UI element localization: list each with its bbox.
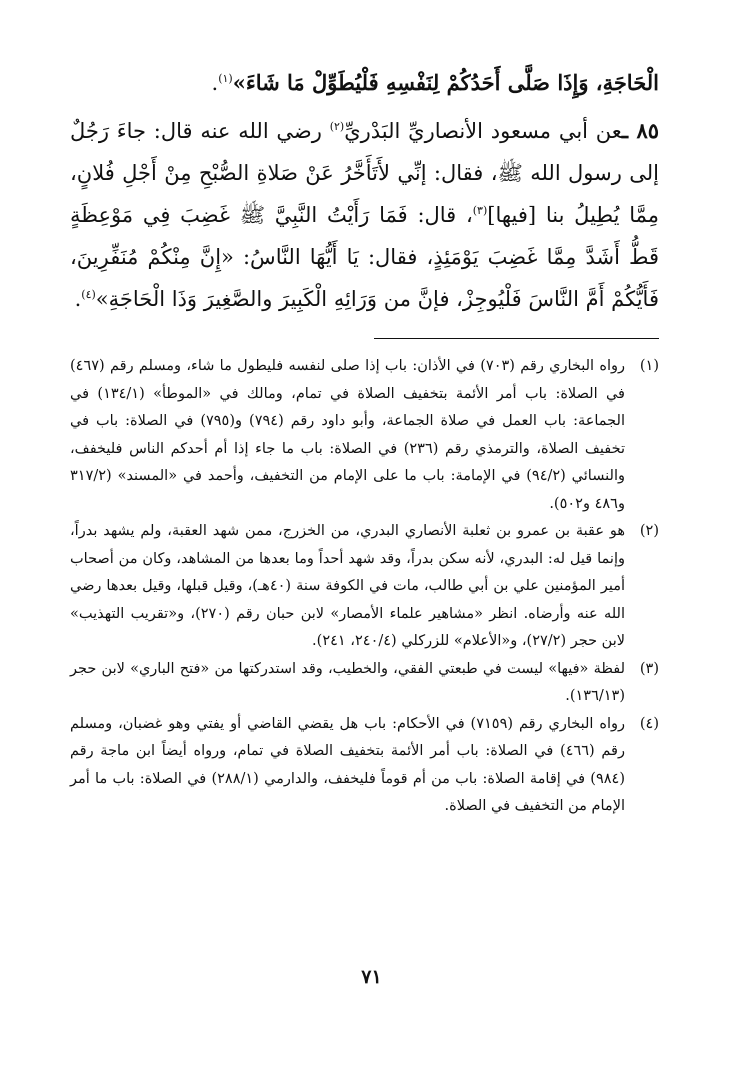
footnote-number: (٤)	[639, 715, 659, 732]
footnote-1	[70, 353, 659, 518]
hadith-narrator: عن أبي مسعود الأنصاريِّ البَدْريِّ	[344, 119, 622, 143]
footnote-ref-3: (٣)	[472, 204, 488, 217]
page-number: ٧١	[361, 966, 382, 988]
main-line-continuation: الْحَاجَةِ، وَإِذَا صَلَّى أَحَدُكُمْ لِنَفْسِهِ فَلْيُطَوِّلْ مَا شَاءَ»$^{(١)}$.	[211, 70, 659, 95]
footnote-ref-2: (٢)	[329, 120, 345, 133]
footnote-separator	[374, 338, 659, 339]
footnote-text: هو عقبة بن عمرو بن ثعلبة الأنصاري البدري، من الخزرج، ممن شهد العقبة، ولم يشهد بدراً، وإنما قيل له: البدري، لأنه سكن بدراً، وقد شهد أحداً وما بعدها من المشاهد، وكان من أصحاب أمير المؤمنين علي بن أبي طالب، مات في الكوفة سنة (٤٠هـ)، وقيل قبلها، وقيل بعدها رضي الله عنه وأرضاه. انظر «مشاهير علماء الأمصار» لابن حبان رقم (٢٧٠)، و«تقريب التهذيب» لابن حجر (٢٧/٢)، و«الأعلام» للزركلي (٢٤٠/٤، ٢٤١).	[70, 523, 625, 649]
hadith-end: .	[74, 287, 82, 311]
continuation-text: الْحَاجَةِ، وَإِذَا صَلَّى أَحَدُكُمْ لِنَفْسِهِ فَلْيُطَوِّلْ مَا شَاءَ»	[232, 70, 659, 95]
footnote-4	[70, 711, 659, 821]
hadith-number: ٨٥ ـ	[621, 118, 660, 143]
footnote-3	[70, 656, 659, 711]
main-text	[70, 62, 659, 320]
footnote-number: (٣)	[639, 660, 659, 677]
hadith-text-part2: ، قال: فَمَا رَأَيْتُ النَّبِيَّ ﷺ غَضِبَ فِي مَوْعِظَةٍ قَطُّ أَشَدَّ مِمَّا غَضِبَ يَوْمَئِذٍ، فقال: يَا أَيُّهَا النَّاسُ: «إِنَّ مِنْكُمْ مُنَفِّرِينَ، فَأَيُّكُمْ أَمَّ النَّاسَ فَلْيُوجِزْ، فإنَّ من وَرَائِهِ الْكَبِيرَ والصَّغِيرَ وَذَا الْحَاجَةِ»	[70, 203, 659, 311]
footnote-text: رواه البخاري رقم (٧١٥٩) في الأحكام: باب هل يقضي القاضي أو يفتي وهو غضبان، ومسلم رقم (٤٦٦) في الصلاة: باب أمر الأئمة بتخفيف الصلاة في تمام، ورواه أيضاً ابن ماجة رقم (٩٨٤) في إقامة الصلاة: باب من أم قوماً فليخفف، والدارمي (٢٨٨/١) في الصلاة: باب ما أمر الإمام من التخفيف في الصلاة.	[70, 715, 625, 814]
footnote-2	[70, 518, 659, 656]
footnote-ref-4: (٤)	[81, 288, 96, 301]
hadith-text-part1: رضي الله عنه قال: جاءَ رَجُلٌ إلى رسول الله ﷺ، فقال: إنِّي لأَتَأَخَّرُ عَنْ صَلاةِ الصُّبْحِ مِنْ أَجْلِ فُلانٍ، مِمَّا يُطِيلُ بنا [فيها]	[70, 119, 660, 227]
footnote-number: (٢)	[639, 523, 659, 539]
footnote-text: لفظة «فيها» ليست في طبعتي الفقي، والخطيب، وقد استدركتها من «فتح الباري» لابن حجر (١٣٦/١٣).	[70, 660, 625, 704]
footnotes	[70, 353, 659, 821]
footnote-text: رواه البخاري رقم (٧٠٣) في الأذان: باب إذا صلى لنفسه فليطول ما شاء، ومسلم رقم (٤٦٧) في الصلاة: باب أمر الأئمة بتخفيف الصلاة في تمام، ومالك في «الموطأ» (١٣٤/١) في الجماعة: باب العمل في صلاة الجماعة، وأبو داود رقم (٧٩٤) و(٧٩٥) في الصلاة: باب في تخفيف الصلاة، والترمذي رقم (٢٣٦) في الصلاة: باب ما جاء إذا أم أحدكم الناس فليخفف، والنسائي (٩٤/٢) في الإمامة: باب ما على الإمام من التخفيف، وأحمد في «المسند» (٣١٧/٢ و٤٨٦ و٥٠٢).	[70, 358, 625, 512]
hadith-85	[70, 110, 659, 320]
footnote-ref-1: (١)	[218, 72, 233, 85]
footnote-number: (١)	[639, 358, 659, 374]
